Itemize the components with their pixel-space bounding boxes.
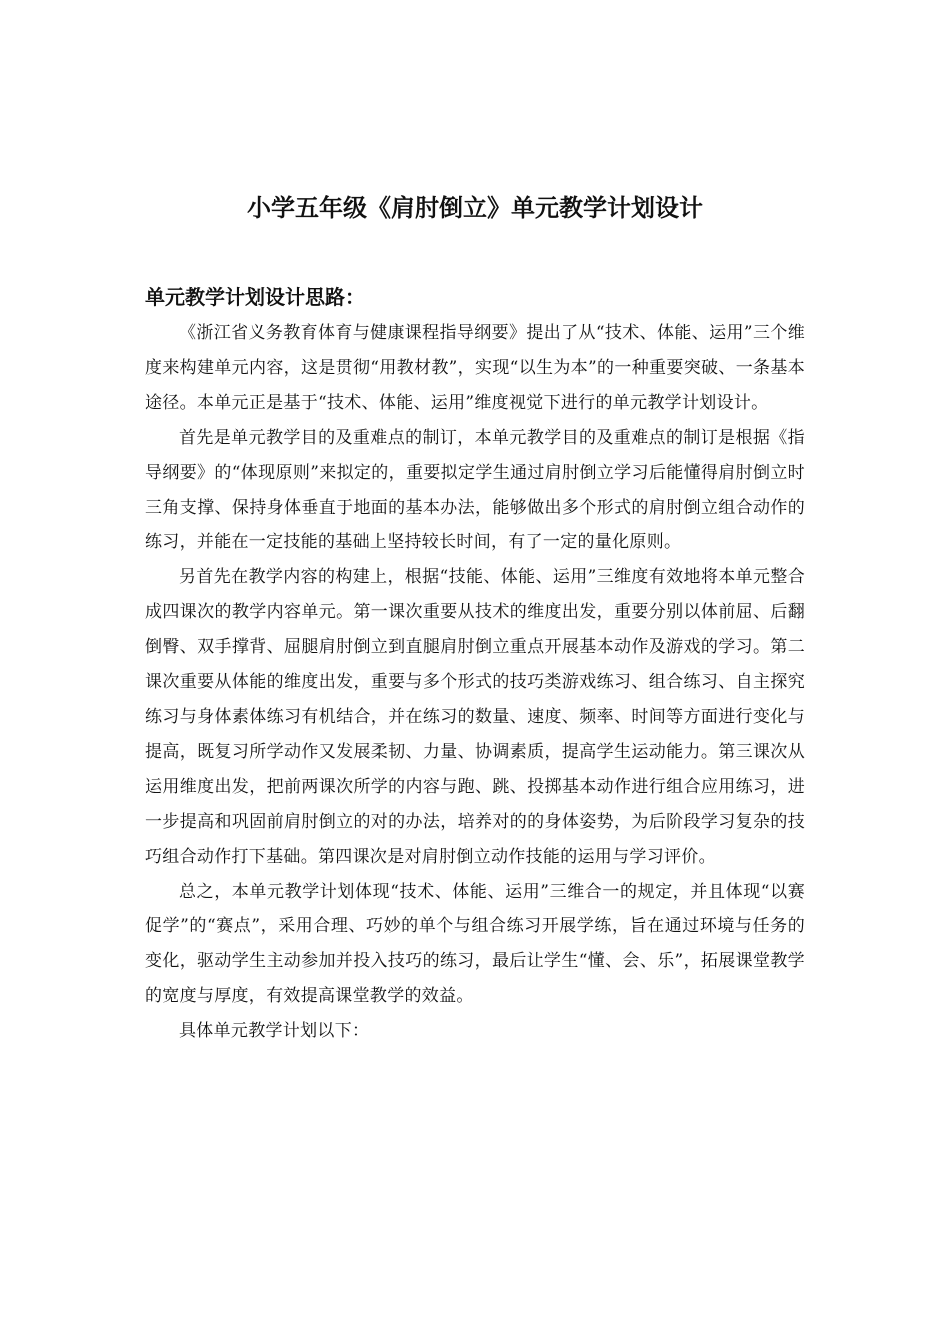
paragraph-objectives: 首先是单元教学目的及重难点的制订，本单元教学目的及重难点的制订是根据《指导纲要》的“体现原则”来拟定的，重要拟定学生通过肩肘倒立学习后能懂得肩肘倒立时三角支撑、保持身体垂直于地面的基本办法，能够做出多个形式的肩肘倒立组合动作的练习，并能在一定技能的基础上坚持较长时间，有了一定的量化原则。 — [145, 427, 805, 553]
document-title: 小学五年级《肩肘倒立》单元教学计划设计 — [247, 194, 703, 222]
paragraph-closing: 具体单元教学计划以下： — [179, 1021, 370, 1042]
paragraph-intro: 《浙江省义务教育体育与健康课程指导纲要》提出了从“技术、体能、运用”三个维度来构建单元内容，这是贯彻“用教材教”，实现“以生为本”的一种重要突破、一条基本途径。本单元正是基于“技术、体能、运用”维度视觉下进行的单元教学计划设计。 — [145, 323, 805, 413]
document-body — [145, 282, 805, 1049]
section-heading: 单元教学计划设计思路： — [145, 285, 365, 309]
paragraph-content: 另首先在教学内容的构建上，根据“技能、体能、运用”三维度有效地将本单元整合成四课次的教学内容单元。第一课次重要从技术的维度出发，重要分别以体前屈、后翻倒臀、双手撑背、屈腿肩肘倒立到直腿肩肘倒立重点开展基本动作及游戏的学习。第二课次重要从体能的维度出发，重要与多个形式的技巧类游戏练习、组合练习、自主探究练习与身体素体练习有机结合，并在练习的数量、速度、频率、时间等方面进行变化与提高，既复习所学动作又发展柔韧、力量、协调素质，提高学生运动能力。第三课次从运用维度出发，把前两课次所学的内容与跑、跳、投掷基本动作进行组合应用练习，进一步提高和巩固前肩肘倒立的对的办法，培养对的的身体姿势，为后阶段学习复杂的技巧组合动作打下基础。第四课次是对肩肘倒立动作技能的运用与学习评价。 — [145, 567, 805, 867]
paragraph-summary: 总之，本单元教学计划体现“技术、体能、运用”三维合一的规定，并且体现“以赛促学”的“赛点”，采用合理、巧妙的单个与组合练习开展学练，旨在通过环境与任务的变化，驱动学生主动参加并投入技巧的练习，最后让学生“懂、会、乐”，拓展课堂教学的宽度与厚度，有效提高课堂教学的效益。 — [145, 881, 805, 1007]
